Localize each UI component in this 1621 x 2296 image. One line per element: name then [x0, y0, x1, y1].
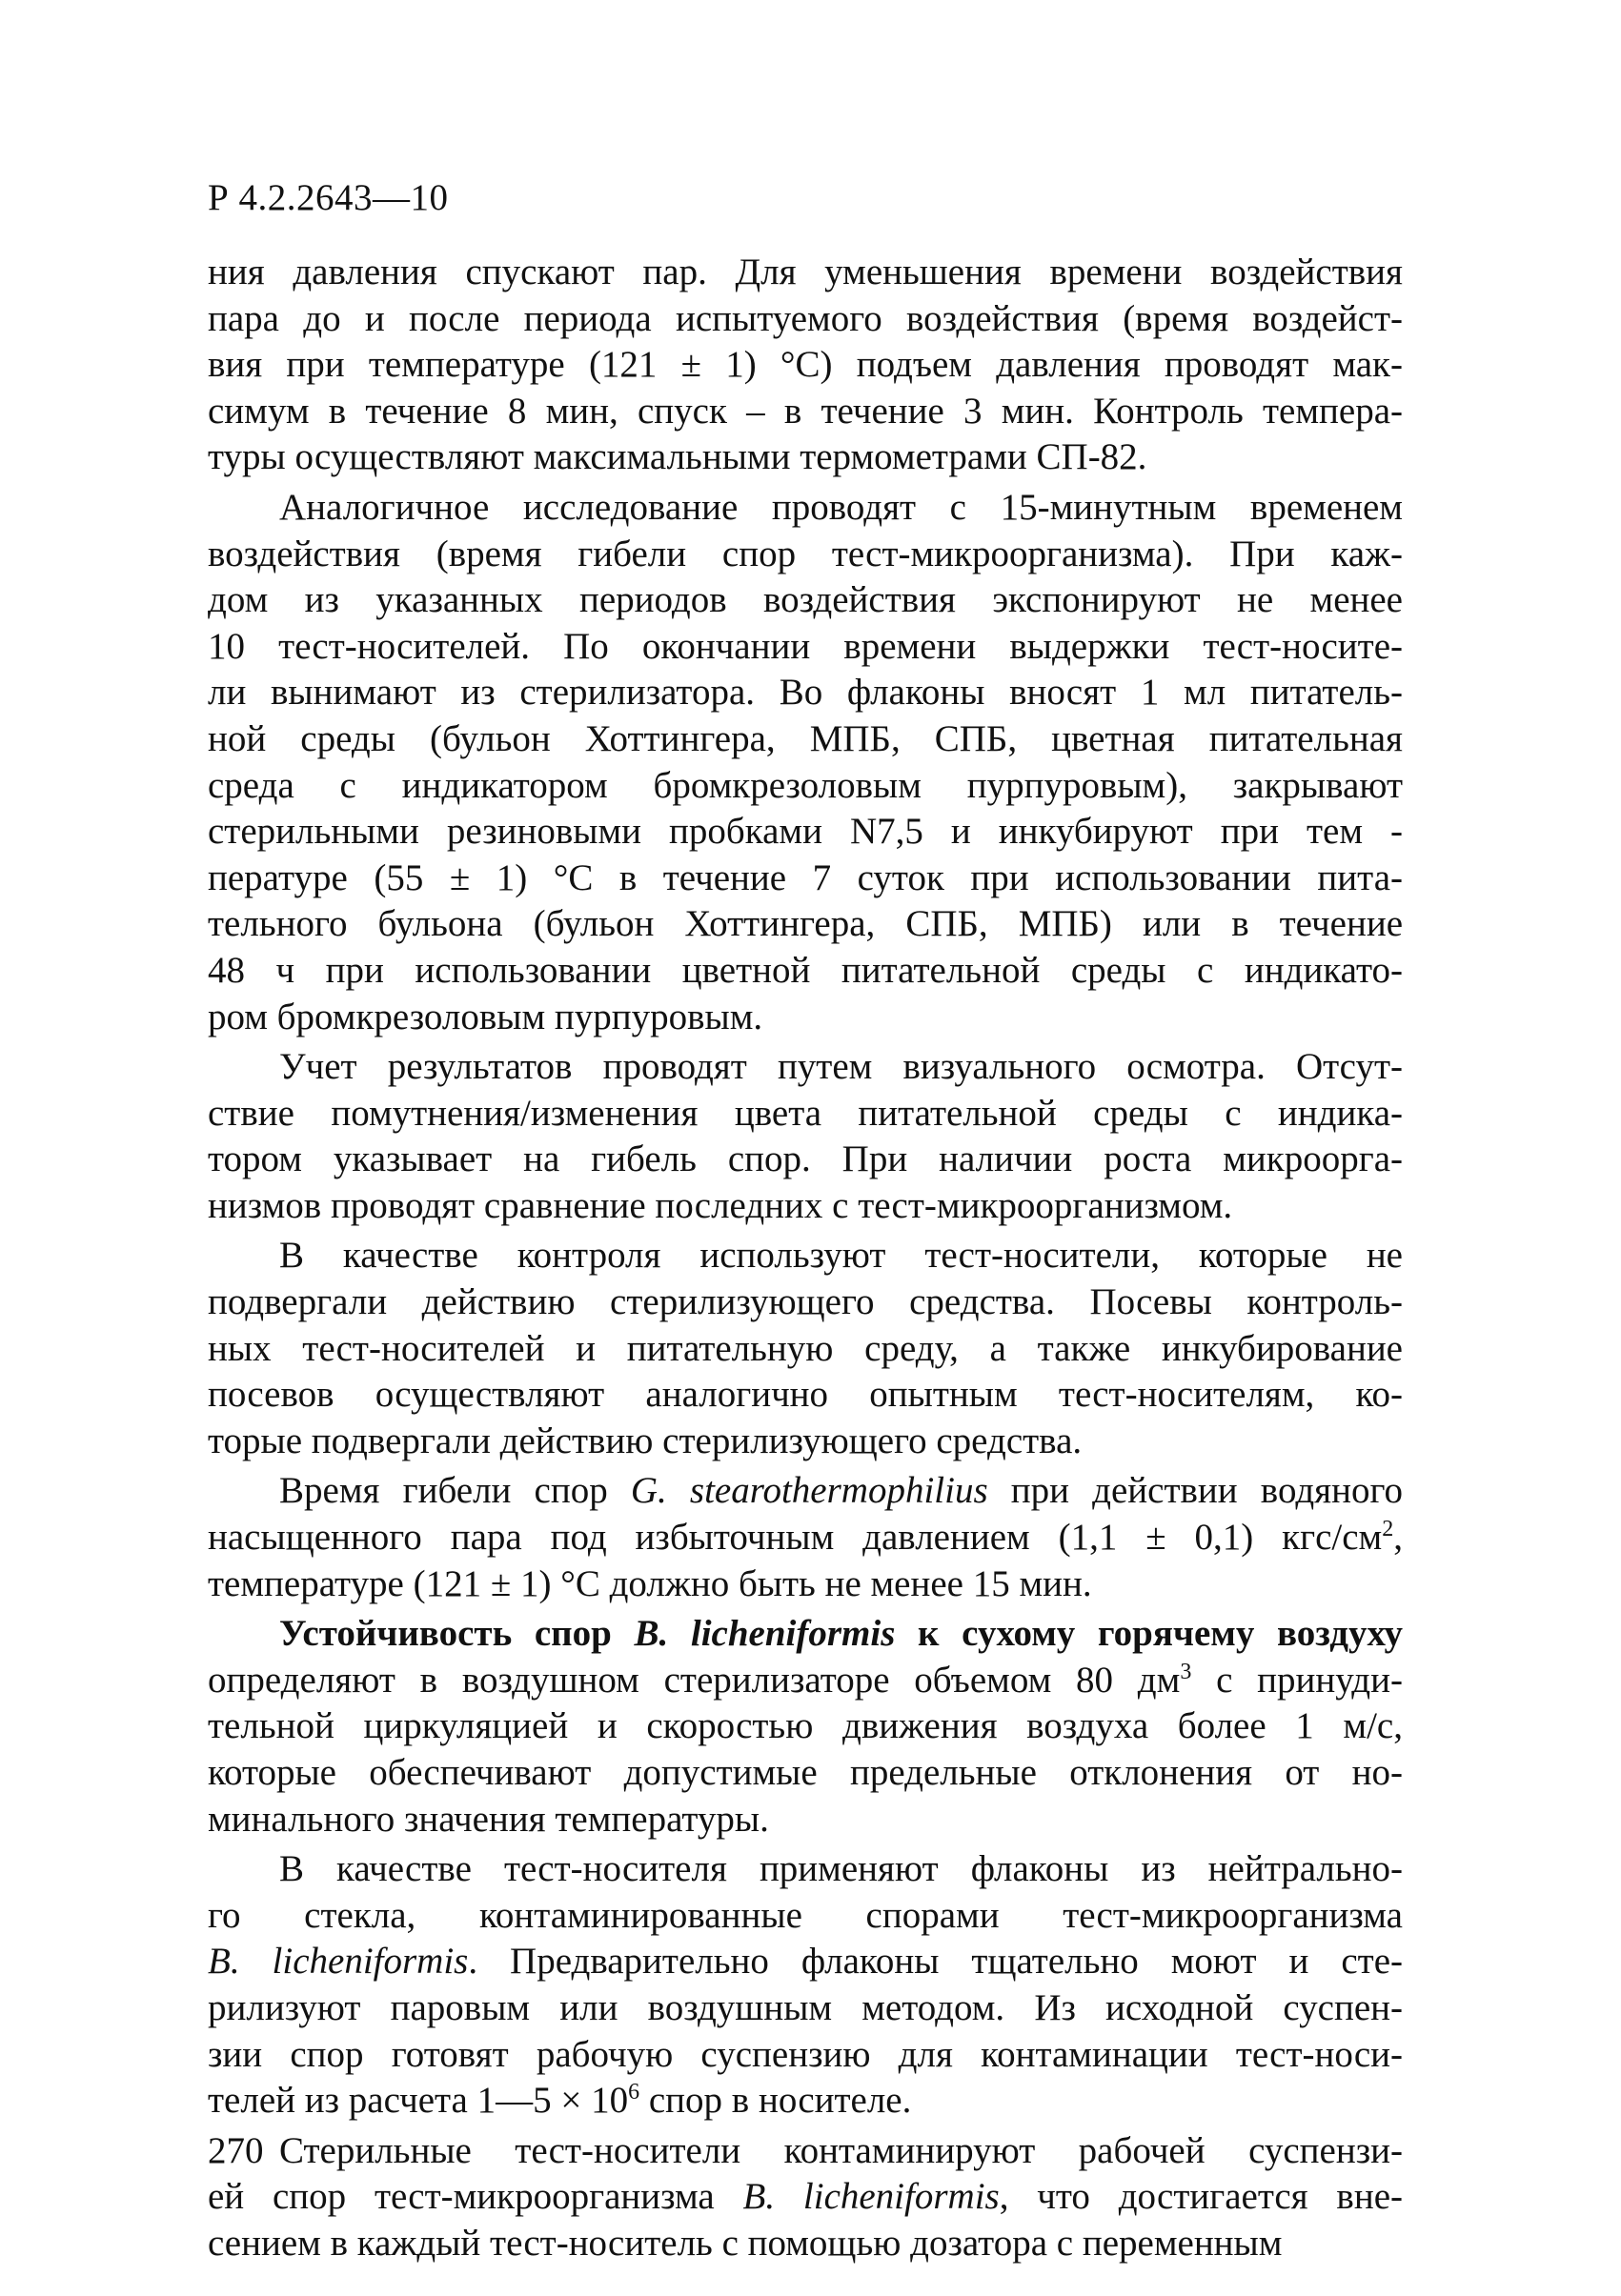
text-run: температуре (121 ± 1) °С должно быть не менее 15 мин. — [208, 1562, 1092, 1604]
text-run: B. licheniformis — [742, 2176, 1000, 2218]
text-run: вия при температуре (121 ± 1) °С) подъем давления проводят мак- — [208, 344, 1403, 386]
text-line — [208, 2221, 1403, 2267]
body-text — [208, 250, 1403, 2267]
paragraph — [208, 1044, 1403, 1229]
text-run: Аналогичное исследование проводят с 15-минутным временем — [279, 486, 1403, 528]
text-run: Время гибели спор — [279, 1470, 631, 1512]
text-line — [208, 716, 1403, 763]
text-run: среда с индикатором бромкрезоловым пурпуровым), закрывают — [208, 764, 1403, 806]
text-run: телей из расчета 1—5 × 10 — [208, 2080, 629, 2122]
text-run: 10 тест-носителей. По окончании времени выдержки тест-носите- — [208, 625, 1403, 667]
paragraph — [208, 250, 1403, 481]
paragraph — [208, 2128, 1403, 2267]
text-run: B. licheniformis — [634, 1613, 896, 1655]
text-run: дом из указанных периодов воздействия экспонируют не менее — [208, 579, 1403, 621]
text-run: определяют в воздушном стерилизаторе объемом 80 дм — [208, 1659, 1181, 1701]
superscript: 2 — [1382, 1517, 1394, 1542]
text-line — [208, 2032, 1403, 2079]
text-line — [208, 1561, 1403, 1608]
text-line — [208, 763, 1403, 810]
text-run: рилизуют паровым или воздушным методом. Из исходной суспен- — [208, 1986, 1403, 2028]
text-run: стерильными резиновыми пробками N7,5 и инкубируют при тем - — [208, 811, 1403, 853]
text-run: . Предварительно флаконы тщательно моют и сте- — [468, 1941, 1403, 1983]
text-line — [208, 1468, 1403, 1515]
text-run: , что достигается вне- — [999, 2176, 1403, 2218]
text-line — [208, 577, 1403, 624]
text-line — [208, 1419, 1403, 1465]
text-line — [208, 1183, 1403, 1230]
paragraph — [208, 1233, 1403, 1464]
text-run: B. licheniformis — [208, 1941, 469, 1983]
text-line — [208, 1044, 1403, 1091]
text-run: минального значения температуры. — [208, 1798, 769, 1840]
text-run: симум в течение 8 мин, спуск – в течение 3 мин. Контроль темпера- — [208, 390, 1403, 432]
text-line — [208, 1326, 1403, 1373]
text-line — [208, 1985, 1403, 2032]
text-line — [208, 809, 1403, 856]
text-run: ром бромкрезоловым пурпуровым. — [208, 996, 763, 1037]
text-line — [208, 296, 1403, 343]
text-line — [208, 485, 1403, 532]
text-line — [208, 2174, 1403, 2221]
text-line — [208, 1939, 1403, 1985]
text-line — [208, 1372, 1403, 1419]
text-line — [208, 1703, 1403, 1750]
paragraph — [208, 1846, 1403, 2125]
text-run: туры осуществляют максимальными термометрами СП-82. — [208, 436, 1147, 478]
text-run: В качестве тест-носителя применяют флаконы из нейтрально- — [279, 1848, 1403, 1890]
text-run: с принуди- — [1191, 1659, 1404, 1701]
text-run: Стерильные тест-носители контаминируют рабочей суспензи- — [279, 2129, 1403, 2171]
text-run: ей спор тест-микроорганизма — [208, 2176, 743, 2218]
text-run: G. stearothermophilius — [630, 1470, 988, 1512]
text-line — [208, 1797, 1403, 1843]
text-run: зии спор готовят рабочую суспензию для контаминации тест-носи- — [208, 2033, 1403, 2075]
text-run: воздействия (время гибели спор тест-микроорганизма). При каж- — [208, 533, 1403, 574]
text-run: которые обеспечивают допустимые предельные отклонения от но- — [208, 1752, 1403, 1793]
text-line — [208, 1233, 1403, 1279]
text-run: подвергали действию стерилизующего средства. Посевы контроль- — [208, 1281, 1403, 1323]
text-run: ных тест-носителей и питательную среду, а также инкубирование — [208, 1327, 1403, 1369]
text-run: 48 ч при использовании цветной питательной среды с индикато- — [208, 949, 1403, 991]
text-line — [208, 2128, 1403, 2175]
text-line — [208, 1893, 1403, 1940]
text-line — [208, 1515, 1403, 1561]
text-run: низмов проводят сравнение последних с тест-микроорганизмом. — [208, 1184, 1233, 1226]
paragraph — [208, 1468, 1403, 1607]
text-run: ния давления спускают пар. Для уменьшения времени воздействия — [208, 252, 1403, 292]
text-run: , — [1393, 1517, 1403, 1559]
text-line — [208, 250, 1403, 296]
text-run: пературе (55 ± 1) °С в течение 7 суток при использовании пита- — [208, 856, 1403, 898]
text-run: В качестве контроля используют тест-носители, которые не — [279, 1235, 1403, 1277]
text-line — [208, 1846, 1403, 1893]
superscript: 3 — [1180, 1659, 1192, 1684]
text-run: торые подвергали действию стерилизующего средства. — [208, 1420, 1083, 1461]
text-line — [208, 1658, 1403, 1704]
text-line — [208, 389, 1403, 435]
text-line — [208, 948, 1403, 995]
text-line — [208, 342, 1403, 389]
document-code: Р 4.2.2643—10 — [208, 177, 449, 218]
text-run: тельного бульона (бульон Хоттингера, СПБ, МПБ) или в течение — [208, 903, 1403, 945]
text-line — [208, 670, 1403, 716]
text-run: Учет результатов проводят путем визуального осмотра. Отсут- — [279, 1046, 1403, 1088]
text-line — [208, 1750, 1403, 1797]
text-run: насыщенного пара под избыточным давлением (1,1 ± 0,1) кгс/см — [208, 1517, 1383, 1559]
text-run: пара до и после периода испытуемого воздействия (время воздейст- — [208, 297, 1403, 339]
text-run: Устойчивость спор — [279, 1613, 635, 1655]
text-run: тельной циркуляцией и скоростью движения воздуха более 1 м/с, — [208, 1705, 1403, 1747]
paragraph — [208, 1611, 1403, 1843]
text-line — [208, 1137, 1403, 1183]
text-run: ной среды (бульон Хоттингера, МПБ, СПБ, цветная питательная — [208, 717, 1403, 759]
text-run: сением в каждый тест-носитель с помощью дозатора с переменным — [208, 2222, 1283, 2264]
text-run: спор в носителе. — [639, 2080, 912, 2122]
text-line — [208, 624, 1403, 671]
text-line — [208, 434, 1403, 481]
text-run: го стекла, контаминированные спорами тест-микроорганизма — [208, 1894, 1403, 1936]
paragraph — [208, 485, 1403, 1040]
text-line — [208, 1279, 1403, 1326]
text-run: при действии водяного — [987, 1470, 1404, 1512]
text-run: ствие помутнения/изменения цвета питательной среды с индика- — [208, 1092, 1403, 1134]
text-line — [208, 901, 1403, 948]
page-number: 270 — [208, 2130, 264, 2171]
text-run: тором указывает на гибель спор. При наличии роста микроорга- — [208, 1138, 1403, 1180]
text-line — [208, 1611, 1403, 1658]
text-run: ли вынимают из стерилизатора. Во флаконы вносят 1 мл питатель- — [208, 672, 1403, 714]
superscript: 6 — [628, 2080, 640, 2105]
text-line — [208, 2078, 1403, 2125]
text-run: к сухому горячему воздуху — [895, 1613, 1403, 1655]
text-run: посевов осуществляют аналогично опытным тест-носителям, ко- — [208, 1374, 1403, 1416]
text-line — [208, 1091, 1403, 1138]
text-line — [208, 995, 1403, 1041]
text-line — [208, 532, 1403, 578]
text-line — [208, 856, 1403, 902]
